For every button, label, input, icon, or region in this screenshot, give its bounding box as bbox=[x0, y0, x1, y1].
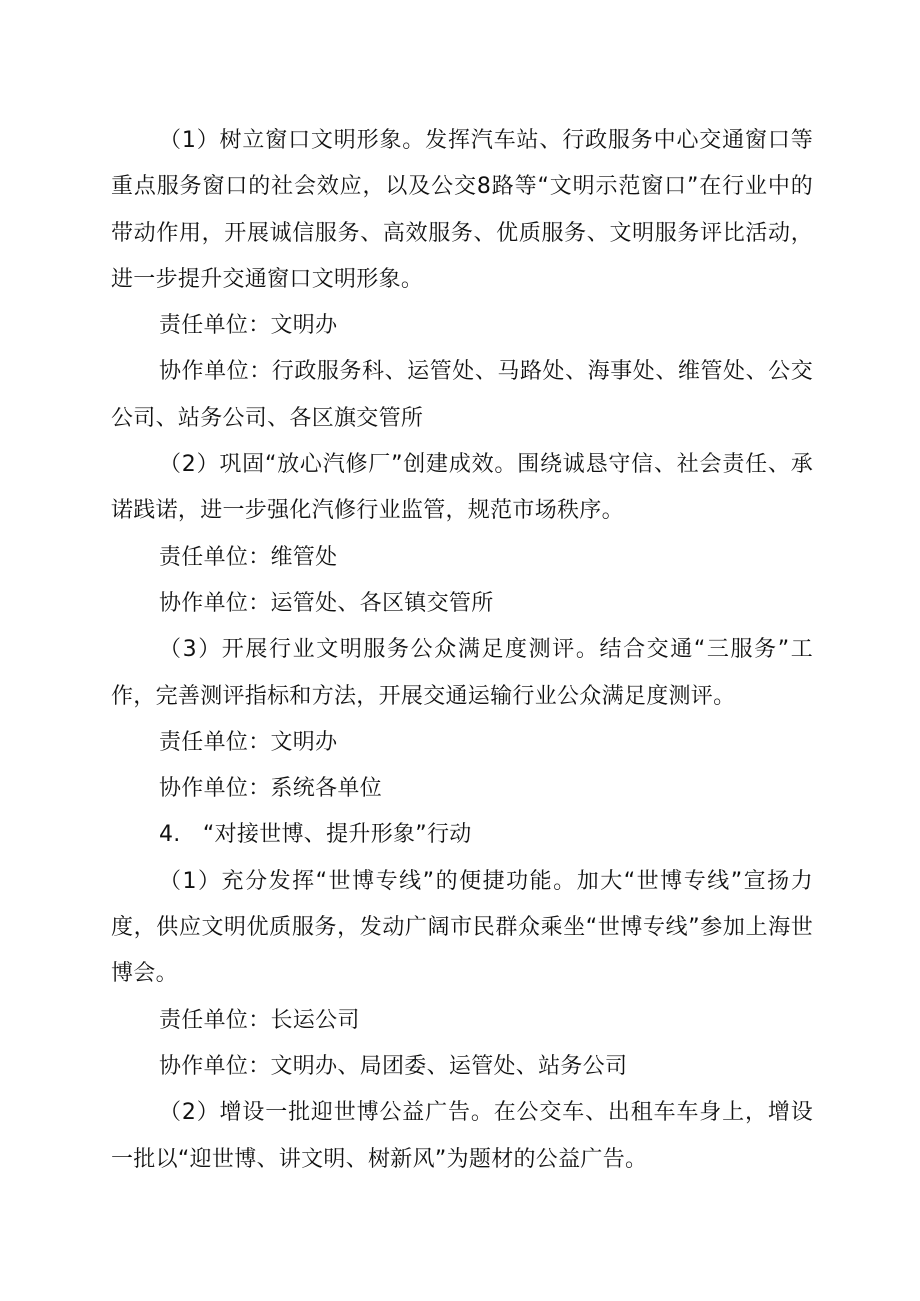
document-body bbox=[111, 118, 813, 1183]
responsible-unit: 责任单位：文明办 bbox=[159, 729, 338, 755]
cooperating-units: 协作单位：系统各单位 bbox=[159, 776, 383, 802]
cooperating-units: 协作单位：运管处、各区镇交管所 bbox=[159, 590, 494, 616]
section-heading: 4. “对接世博、提升形象”行动 bbox=[159, 822, 472, 848]
paragraph-auto-repair: （2）巩固“放心汽修厂”创建成效。围绕诚恳守信、社会责任、承诺践诺，进一步强化汽修行业监管，规范市场秩序。 bbox=[111, 452, 813, 524]
cooperating-units: 协作单位：行政服务科、运管处、马路处、海事处、维管处、公交公司、站务公司、各区旗交管所 bbox=[111, 359, 813, 431]
paragraph-window-image: （1）树立窗口文明形象。发挥汽车站、行政服务中心交通窗口等重点服务窗口的社会效应，以及公交8路等“文明示范窗口”在行业中的带动作用，开展诚信服务、高效服务、优质服务、文明服务评比活动，进一步提升交通窗口文明形象。 bbox=[111, 128, 813, 292]
paragraph-satisfaction-survey: （3）开展行业文明服务公众满足度测评。结合交通“三服务”工作，完善测评指标和方法，开展交通运输行业公众满足度测评。 bbox=[111, 637, 813, 709]
responsible-unit: 责任单位：文明办 bbox=[159, 313, 338, 339]
responsible-unit: 责任单位：维管处 bbox=[159, 544, 338, 570]
paragraph-public-ads: （2）增设一批迎世博公益广告。在公交车、出租车车身上，增设一批以“迎世博、讲文明、树新风”为题材的公益广告。 bbox=[111, 1100, 813, 1172]
cooperating-units: 协作单位：文明办、局团委、运管处、站务公司 bbox=[159, 1053, 628, 1079]
paragraph-expo-line: （1）充分发挥“世博专线”的便捷功能。加大“世博专线”宣扬力度，供应文明优质服务，发动广阔市民群众乘坐“世博专线”参加上海世博会。 bbox=[111, 868, 813, 987]
responsible-unit: 责任单位：长运公司 bbox=[159, 1007, 360, 1033]
